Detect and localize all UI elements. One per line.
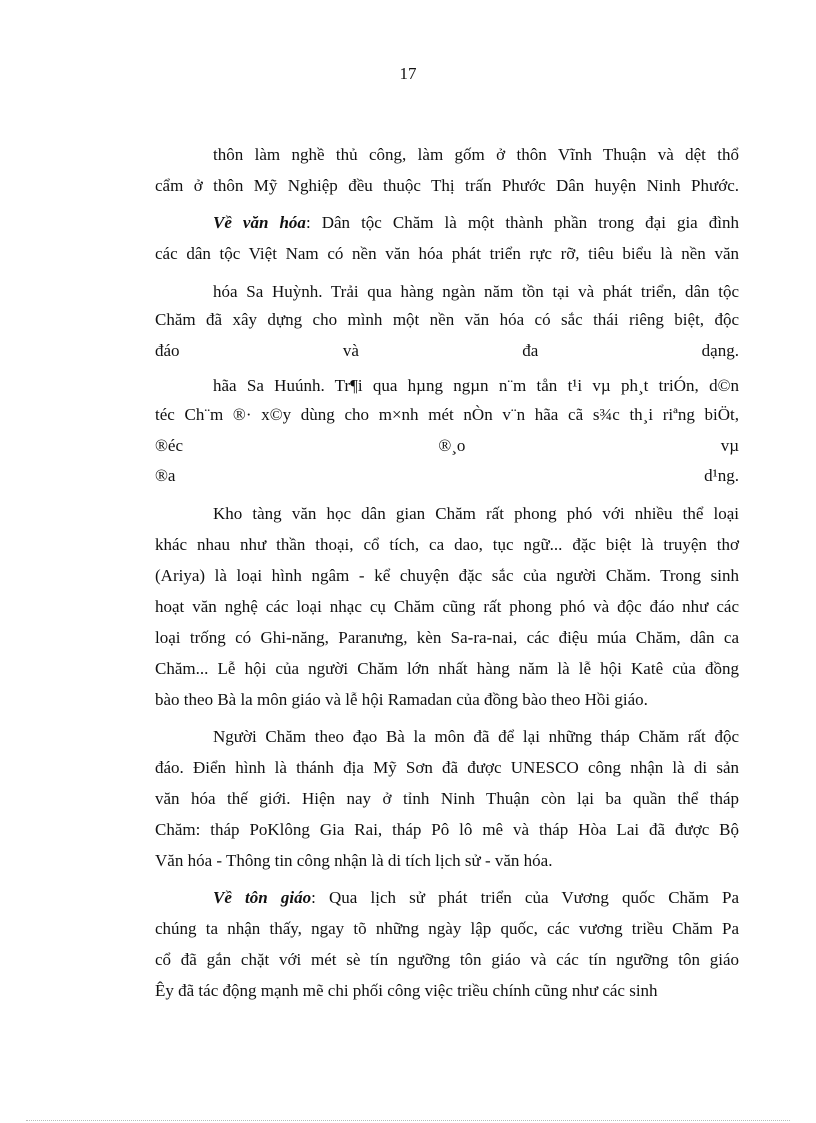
- garbled-text-line: hãa Sa Huúnh. Tr¶i qua hµng ngµn n¨m tån t¹i vµ ph¸t triÓn, d©n: [213, 376, 739, 395]
- text-line: Chăm... Lễ hội của người Chăm lớn nhất hàng năm là lễ hội Katê của đồng: [155, 659, 739, 678]
- page-number: 17: [399, 64, 417, 83]
- text-line: thôn làm nghề thủ công, làm gốm ở thôn Vĩnh Thuận và dệt thổ: [213, 145, 739, 164]
- page-bottom-border: [26, 1120, 790, 1121]
- text-line: chúng ta nhận thấy, ngay tõ những ngày lập quốc, các vương triều Chăm Pa: [155, 919, 739, 938]
- text-line: Chăm đã xây dựng cho mình một nền văn hóa có sắc thái riêng biệt, độc: [155, 310, 739, 329]
- text-line: Người Chăm theo đạo Bà la môn đã để lại những tháp Chăm rất độc: [213, 727, 739, 746]
- garbled-text-line: ®a d¹ng.: [155, 466, 739, 485]
- garbled-text-line: téc Ch¨m ®· x©y dùng cho m×nh mét nÒn v¨n hãa cã s¾c th¸i riªng biÖt,: [155, 405, 739, 424]
- text-line: các dân tộc Việt Nam có nền văn hóa phát triển rực rỡ, tiêu biểu là nền văn: [155, 244, 739, 263]
- text-line: hoạt văn nghệ các loại nhạc cụ Chăm cũng rất phong phó và độc đáo như các: [155, 597, 739, 616]
- text-line: Kho tàng văn học dân gian Chăm rất phong phó với nhiều thể loại: [213, 504, 739, 523]
- section-heading: Về văn hóa: [213, 213, 306, 232]
- text-line: đáo. Điển hình là thánh địa Mỹ Sơn đã được UNESCO công nhận là di sản: [155, 758, 739, 777]
- text-line: cẩm ở thôn Mỹ Nghiệp đều thuộc Thị trấn Phước Dân huyện Ninh Phước.: [155, 176, 739, 195]
- text-line: Về tôn giáo: Qua lịch sử phát triển của Vương quốc Chăm Pa: [213, 888, 739, 907]
- text-line: loại trống có Ghi-năng, Paranưng, kèn Sa-ra-nai, các điệu múa Chăm, dân ca: [155, 628, 739, 647]
- text-line: Về văn hóa: Dân tộc Chăm là một thành phần trong đại gia đình: [213, 213, 739, 232]
- text-line: hóa Sa Huỳnh. Trải qua hàng ngàn năm tồn tại và phát triển, dân tộc: [213, 282, 739, 301]
- text-line: khác nhau như thần thoại, cổ tích, ca dao, tục ngữ... đặc biệt là truyện thơ: [155, 535, 739, 554]
- text-line: văn hóa thế giới. Hiện nay ở tỉnh Ninh Thuận còn lại ba quần thể tháp: [155, 789, 739, 808]
- text-line: bào theo Bà la môn giáo và lễ hội Ramadan của đồng bào theo Hồi giáo.: [155, 690, 648, 709]
- text-line: Văn hóa - Thông tin công nhận là di tích lịch sử - văn hóa.: [155, 851, 553, 870]
- text-line: (Ariya) là loại hình ngâm - kể chuyện đặc sắc của người Chăm. Trong sinh: [155, 566, 739, 585]
- text-line: Chăm: tháp PoKlông Gia Rai, tháp Pô lô mê và tháp Hòa Lai đã được Bộ: [155, 820, 739, 839]
- text-line: đáo và đa dạng.: [155, 341, 739, 360]
- text-line: Êy đã tác động mạnh mẽ chi phối công việc triều chính cũng như các sinh: [155, 981, 658, 1000]
- section-heading: Về tôn giáo: [213, 888, 312, 907]
- text-line: cổ đã gắn chặt với mét sè tín ngưỡng tôn giáo và các tín ngưỡng tôn giáo: [155, 950, 739, 969]
- garbled-text-line: ®éc ®¸o vµ: [155, 436, 739, 455]
